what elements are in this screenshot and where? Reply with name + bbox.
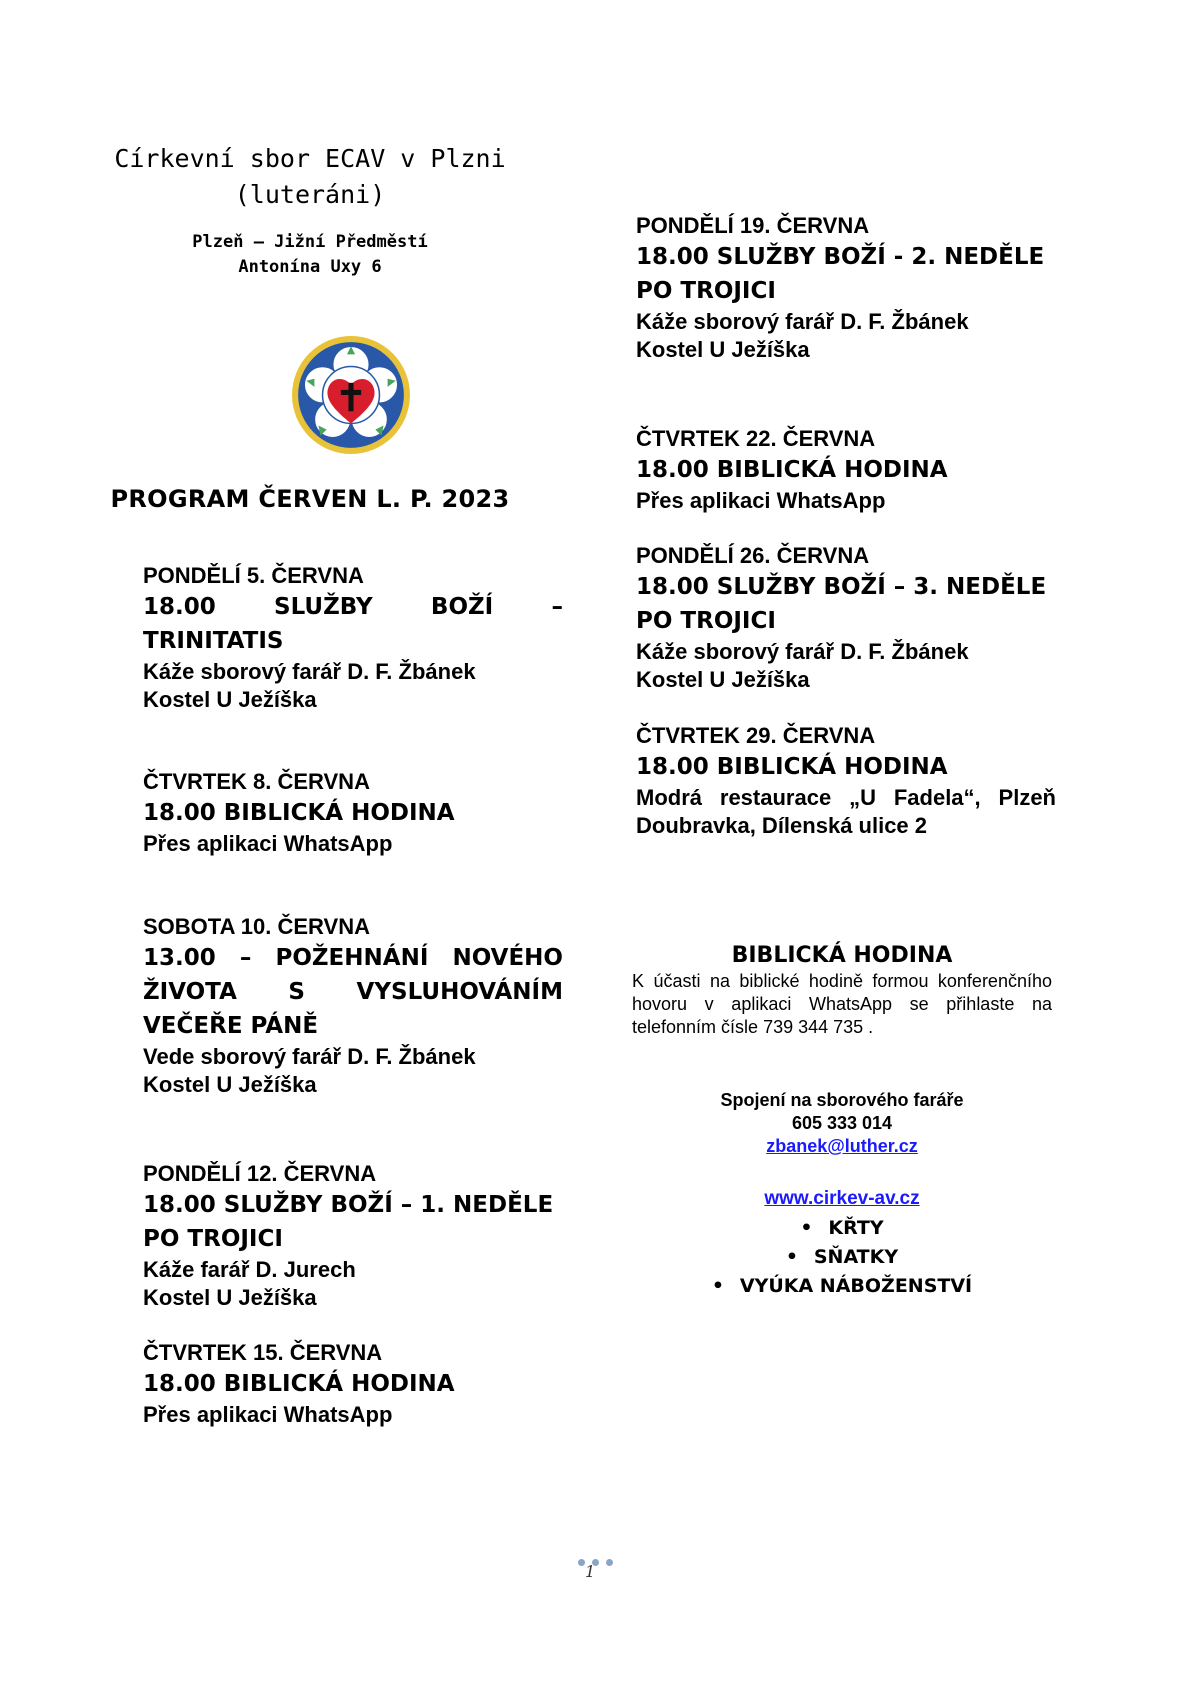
- event-title-cont: PO TROJICI: [143, 1226, 283, 1252]
- event-location: Kostel U Ježíška: [636, 667, 810, 692]
- service-label: VYÚKA NÁBOŽENSTVÍ: [739, 1275, 973, 1297]
- event-title-cont: PO TROJICI: [636, 278, 776, 304]
- event-item: [636, 424, 1056, 515]
- services-list: [632, 1214, 1052, 1301]
- event-title: 18.00 BIBLICKÁ HODINA: [636, 457, 948, 483]
- website-link[interactable]: www.cirkev-av.cz: [764, 1188, 920, 1209]
- event-title: 18.00 SLUŽBY BOŽÍ – 3. NEDĚLE: [636, 574, 1047, 600]
- event-title: 18.00 BIBLICKÁ HODINA: [636, 754, 948, 780]
- page-number: 1: [585, 1562, 596, 1581]
- contact-block: [632, 1089, 1052, 1158]
- event-location: Kostel U Ježíška: [143, 687, 317, 712]
- org-name: Církevní sbor ECAV v Plzni: [114, 144, 506, 173]
- event-item: [636, 721, 1056, 840]
- event-detail: Káže sborový farář D. F. Žbánek: [143, 659, 476, 684]
- event-day: ČTVRTEK 22. ČERVNA: [636, 426, 876, 451]
- contact-label: Spojení na sborového faráře: [720, 1090, 964, 1110]
- event-location: Doubravka, Dílenská ulice 2: [636, 813, 928, 838]
- luther-rose-icon: [290, 334, 412, 456]
- event-detail: Přes aplikaci WhatsApp: [143, 831, 393, 856]
- event-day: PONDĚLÍ 19. ČERVNA: [636, 213, 870, 238]
- event-detail: Přes aplikaci WhatsApp: [636, 488, 886, 513]
- program-title: PROGRAM ČERVEN L. P. 2023: [110, 485, 510, 513]
- service-label: SŇATKY: [813, 1246, 899, 1268]
- event-title-cont: VEČEŘE PÁNĚ: [143, 1013, 319, 1039]
- info-text: K účasti na biblické hodině formou konferenčního hovoru v aplikaci WhatsApp se přihlaste na telefonním čísle 739 344 735 .: [632, 971, 1052, 1037]
- event-day: SOBOTA 10. ČERVNA: [143, 914, 370, 939]
- event-location: Kostel U Ježíška: [143, 1072, 317, 1097]
- event-day: ČTVRTEK 8. ČERVNA: [143, 769, 370, 794]
- address: [90, 230, 530, 280]
- contact-phone: 605 333 014: [791, 1113, 893, 1133]
- event-item: [636, 541, 1056, 694]
- list-item: [632, 1243, 1052, 1272]
- event-day: PONDĚLÍ 12. ČERVNA: [143, 1161, 377, 1186]
- event-detail: Modrá restaurace „U Fadela“, Plzeň: [636, 785, 1056, 810]
- event-item: [143, 767, 563, 858]
- event-day: PONDĚLÍ 5. ČERVNA: [143, 563, 364, 588]
- bullet-icon: •: [800, 1217, 813, 1239]
- event-detail: Přes aplikaci WhatsApp: [143, 1402, 393, 1427]
- service-label: KŘTY: [828, 1217, 884, 1239]
- event-title: 18.00 BIBLICKÁ HODINA: [143, 1371, 455, 1397]
- event-location: Kostel U Ježíška: [636, 337, 810, 362]
- event-title: 13.00 – POŽEHNÁNÍ NOVÉHO: [143, 945, 563, 971]
- event-title-cont: TRINITATIS: [143, 628, 284, 654]
- event-detail: Káže sborový farář D. F. Žbánek: [636, 639, 969, 664]
- list-item: [632, 1272, 1052, 1301]
- event-item: [143, 912, 563, 1099]
- event-title: 18.00 SLUŽBY BOŽÍ –: [143, 594, 563, 620]
- event-item: [143, 1159, 563, 1312]
- event-location: Kostel U Ježíška: [143, 1285, 317, 1310]
- event-day: PONDĚLÍ 26. ČERVNA: [636, 543, 870, 568]
- event-title: 18.00 SLUŽBY BOŽÍ – 1. NEDĚLE: [143, 1192, 554, 1218]
- event-title: 18.00 SLUŽBY BOŽÍ - 2. NEDĚLE: [636, 244, 1045, 270]
- info-title: BIBLICKÁ HODINA: [731, 943, 953, 968]
- event-day: ČTVRTEK 15. ČERVNA: [143, 1340, 383, 1365]
- website: [632, 1188, 1052, 1210]
- address-line-1: Plzeň – Jižní Předměstí: [192, 232, 428, 252]
- event-detail: Káže sborový farář D. F. Žbánek: [636, 309, 969, 334]
- event-detail: Vede sborový farář D. F. Žbánek: [143, 1044, 476, 1069]
- organization-title: [90, 141, 530, 213]
- event-item: [143, 1338, 563, 1429]
- contact-email-link[interactable]: zbanek@luther.cz: [766, 1136, 918, 1156]
- org-subtitle: (luteráni): [234, 180, 386, 209]
- event-day: ČTVRTEK 29. ČERVNA: [636, 723, 876, 748]
- event-detail: Káže farář D. Jurech: [143, 1257, 356, 1282]
- event-item: [636, 211, 1056, 364]
- address-line-2: Antonína Uxy 6: [238, 257, 382, 277]
- event-item: [143, 561, 563, 714]
- list-item: [632, 1214, 1052, 1243]
- bullet-icon: •: [711, 1275, 725, 1297]
- event-title: 18.00 BIBLICKÁ HODINA: [143, 800, 455, 826]
- event-title-cont: PO TROJICI: [636, 608, 776, 634]
- event-title-cont: ŽIVOTA S VYSLUHOVÁNÍM: [143, 979, 563, 1005]
- bullet-icon: •: [785, 1246, 799, 1268]
